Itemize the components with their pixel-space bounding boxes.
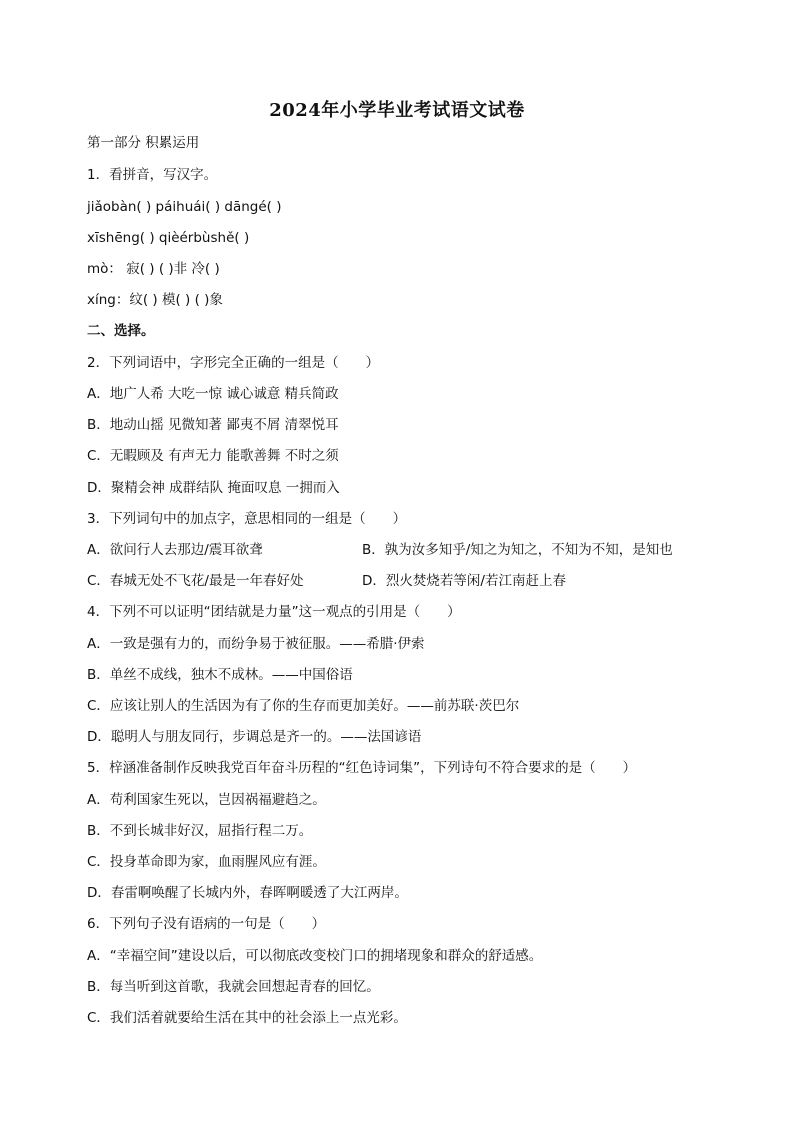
q3-option-d: D．烈火焚烧若等闲/若江南赶上春 <box>362 573 566 589</box>
q3-option-row-2 <box>87 572 566 590</box>
q4-stem: 4．下列不可以证明“团结就是力量”这一观点的引用是（ ） <box>87 604 461 620</box>
q3-option-b: B．孰为汝多知乎/知之为知之，不知为不知，是知也 <box>362 542 673 558</box>
q4-option-b: B．单丝不成线，独木不成林。——中国俗语 <box>87 667 353 683</box>
q2-option-c: C．无暇顾及 有声无力 能歌善舞 不时之须 <box>87 448 339 464</box>
q4-option-d: D．聪明人与朋友同行，步调总是齐一的。——法国谚语 <box>87 729 422 745</box>
q5-option-a: A．苟利国家生死以，岂因祸福避趋之。 <box>87 792 326 808</box>
q3-stem: 3．下列词句中的加点字，意思相同的一组是（ ） <box>87 511 407 527</box>
q1-stem: 1．看拼音，写汉字。 <box>87 167 218 183</box>
q2-option-d: D．聚精会神 成群结队 掩面叹息 一拥而入 <box>87 480 340 496</box>
q6-option-b: B．每当听到这首歌，我就会回想起青春的回忆。 <box>87 979 380 995</box>
q1-pinyin-row-1: jiǎobàn( ) páihuái( ) dāngé( ) <box>87 199 282 215</box>
q3-option-a: A．欲问行人去那边/震耳欲聋 <box>87 542 263 558</box>
q1-pinyin-row-2: xīshēng( ) qièérbùshě( ) <box>87 230 250 246</box>
q6-option-a: A．“幸福空间”建设以后，可以彻底改变校门口的拥堵现象和群众的舒适感。 <box>87 948 543 964</box>
part1-heading: 第一部分 积累运用 <box>87 135 200 151</box>
q4-option-a: A．一致是强有力的，而纷争易于被征服。——希腊·伊索 <box>87 636 425 652</box>
q2-stem: 2．下列词语中，字形完全正确的一组是（ ） <box>87 355 380 371</box>
q5-option-b: B．不到长城非好汉，屈指行程二万。 <box>87 823 313 839</box>
q1-pinyin-row-4: xíng：纹( ) 模( ) ( )象 <box>87 292 223 308</box>
section2-heading: 二、选择。 <box>87 323 155 339</box>
q2-option-a: A．地广人希 大吃一惊 诚心诚意 精兵简政 <box>87 386 339 402</box>
q6-option-c: C．我们活着就要给生活在其中的社会添上一点光彩。 <box>87 1010 407 1026</box>
q5-option-c: C．投身革命即为家，血雨腥风应有涯。 <box>87 854 326 870</box>
q5-option-d: D．春雷啊唤醒了长城内外，春晖啊暖透了大江两岸。 <box>87 885 408 901</box>
q4-option-c: C．应该让别人的生活因为有了你的生存而更加美好。——前苏联·茨巴尔 <box>87 698 520 714</box>
q5-stem: 5．梓涵准备制作反映我党百年奋斗历程的“红色诗词集”，下列诗句不符合要求的是（ ） <box>87 760 637 776</box>
q3-option-row-1 <box>87 541 673 559</box>
page-title: 2024年小学毕业考试语文试卷 <box>269 100 525 121</box>
q1-pinyin-row-3: mò： 寂( ) ( )非 冷( ) <box>87 261 220 277</box>
q6-stem: 6．下列句子没有语病的一句是（ ） <box>87 916 326 932</box>
q2-option-b: B．地动山摇 见微知著 鄙夷不屑 清翠悦耳 <box>87 417 339 433</box>
q3-option-c: C．春城无处不飞花/最是一年春好处 <box>87 573 304 589</box>
